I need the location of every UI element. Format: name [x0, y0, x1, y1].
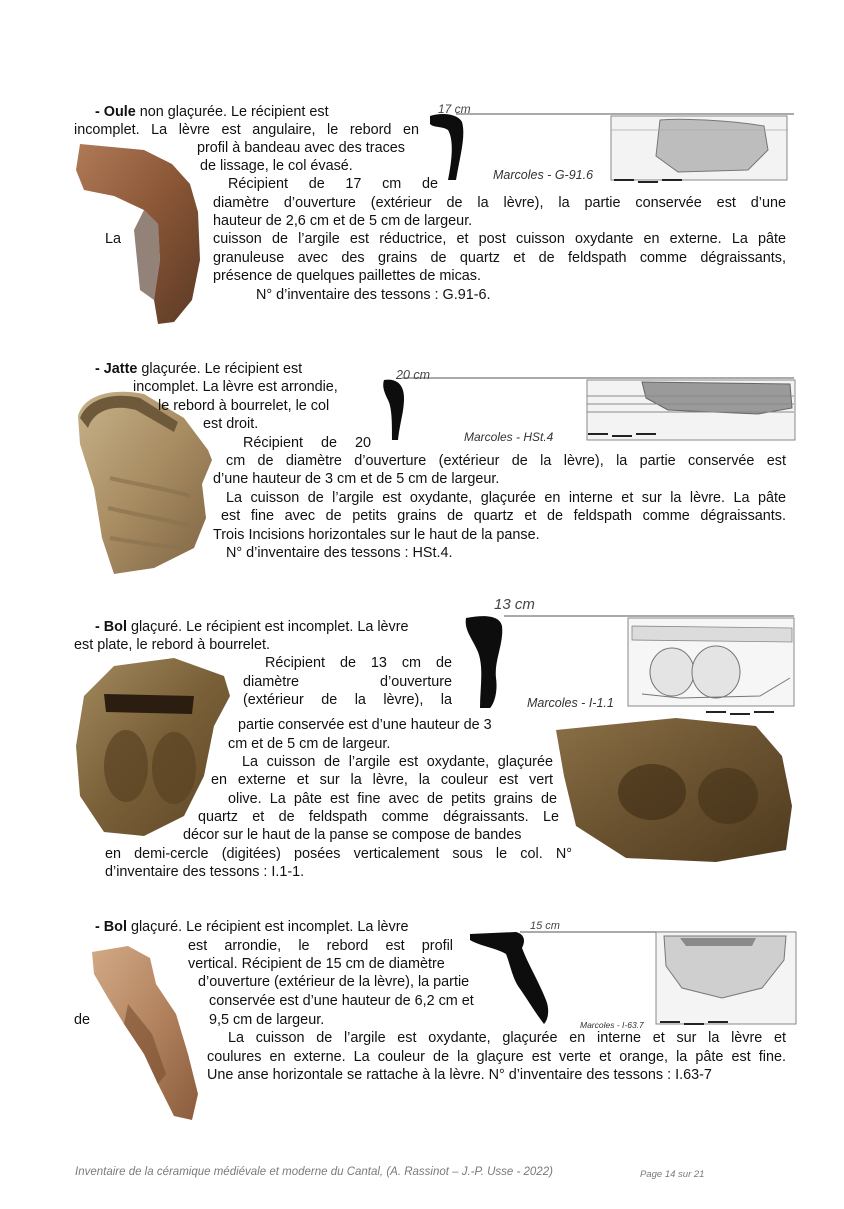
site-label: Marcoles - G-91.6	[493, 168, 594, 182]
text-line: 9,5 cm de largeur.	[209, 1012, 325, 1028]
text-line: non glaçurée. Le récipient est	[135, 104, 329, 120]
vessel-type: - Oule	[95, 104, 136, 120]
rim-profile-shape	[383, 380, 404, 440]
text-line: décor sur le haut de la panse se compose de bandes	[183, 827, 522, 843]
text-line: est fine avec de petits grains de quartz et de feldspath comme dégraissants.	[221, 508, 786, 524]
entry-heading	[95, 618, 409, 636]
site-label: Marcoles - HSt.4	[464, 430, 554, 444]
text-line: diamètre d’ouverture (extérieur de la lèvre), la partie conservée est d’une	[213, 195, 786, 211]
text-line: La cuisson de l’argile est oxydante, glaçurée	[242, 754, 553, 770]
text-line: en demi-cercle (digitées) posées verticalement sous le col. N°	[105, 846, 572, 862]
diameter-label: 17 cm	[438, 102, 471, 116]
sherd-photo-bol-1-exterior	[556, 716, 796, 864]
page-number: Page 14 sur 21	[640, 1169, 705, 1180]
text-line: présence de quelques paillettes de micas.	[213, 268, 481, 284]
inventory-number: d’inventaire des tessons : I.1-1.	[105, 864, 305, 880]
site-label: Marcoles - I-63.7	[580, 1020, 644, 1030]
text-line: coulures en externe. La couleur de la glaçure est verte et orange, la pâte est fine.	[207, 1049, 786, 1065]
text-line: partie conservée est d’une hauteur de 3	[238, 717, 492, 733]
site-label: Marcoles - I-1.1	[527, 696, 614, 710]
text-line: profil à bandeau avec des traces	[197, 140, 405, 156]
entry-heading	[95, 360, 302, 378]
profile-drawing-oule	[428, 100, 798, 190]
text-line: diamètre d’ouverture	[243, 674, 452, 690]
rim-profile-shape	[470, 932, 548, 1024]
vessel-type: - Bol	[95, 919, 127, 935]
diameter-label: 20 cm	[396, 368, 431, 382]
text-line: La cuisson de l’argile est oxydante, glaçurée en interne et sur la lèvre et	[228, 1030, 786, 1046]
text-line: conservée est d’une hauteur de 6,2 cm et	[209, 993, 474, 1009]
text-line: Une anse horizontale se rattache à la lèvre. N° d’inventaire des tessons : I.63-7	[207, 1067, 712, 1083]
vessel-type: - Jatte	[95, 361, 138, 377]
text-line: glaçuré. Le récipient est incomplet. La lèvre	[126, 619, 409, 635]
profile-drawing-bol-1	[460, 608, 800, 716]
rim-profile-shape	[430, 114, 463, 180]
text-line: glaçuré. Le récipient est incomplet. La lèvre	[126, 919, 409, 935]
diameter-label: 15 cm	[530, 920, 560, 932]
profile-drawing-bol-2	[466, 920, 800, 1030]
text-line: Trois Incisions horizontales sur le haut de la panse.	[213, 527, 540, 543]
text-line: quartz et de feldspath comme dégraissants. Le	[198, 809, 559, 825]
text-line: est plate, le rebord à bourrelet.	[74, 637, 270, 653]
text-line: (extérieur de la lèvre), la	[243, 692, 452, 708]
text-line: hauteur de 2,6 cm et de 5 cm de largeur.	[213, 213, 473, 229]
text-line: en externe et sur la lèvre, la couleur est vert	[211, 772, 553, 788]
text-line: est droit.	[203, 416, 259, 432]
text-line: d’une hauteur de 3 cm et de 5 cm de largeur.	[213, 471, 500, 487]
text-line: Récipient de 20	[243, 435, 371, 451]
text-line: Récipient de 17 cm de	[228, 176, 438, 192]
inventory-number: N° d’inventaire des tessons : G.91-6.	[256, 287, 491, 303]
text-line: cuisson de l’argile est réductrice, et post cuisson oxydante en externe. La pâte	[213, 231, 786, 247]
entry-heading	[95, 918, 409, 936]
rim-profile-shape	[466, 616, 503, 708]
text-line: le rebord à bourrelet, le col	[158, 398, 330, 414]
text-line: cm et de 5 cm de largeur.	[228, 736, 391, 752]
sherd-photo-oule	[74, 140, 204, 326]
entry-heading	[95, 103, 329, 121]
text-line: vertical. Récipient de 15 cm de diamètre	[188, 956, 445, 972]
text-line: incomplet. La lèvre est arrondie,	[133, 379, 338, 395]
text-line: incomplet. La lèvre est angulaire, le rebord en	[74, 122, 419, 138]
vessel-type: - Bol	[95, 619, 127, 635]
text-line: de	[74, 1012, 91, 1028]
text-line: La cuisson de l’argile est oxydante, glaçurée en interne et sur la lèvre. La pâte	[226, 490, 786, 506]
text-line: La	[105, 231, 122, 247]
footer-citation: Inventaire de la céramique médiévale et moderne du Cantal, (A. Rassinot – J.-P. Usse - 2022)	[75, 1166, 553, 1178]
text-line: glaçurée. Le récipient est	[137, 361, 303, 377]
text-line: est arrondie, le rebord est profil	[188, 938, 453, 954]
text-line: Récipient de 13 cm de	[265, 655, 452, 671]
inventory-number: N° d’inventaire des tessons : HSt.4.	[226, 545, 453, 561]
text-line: olive. La pâte est fine avec de petits grains de	[228, 791, 557, 807]
diameter-label: 13 cm	[494, 596, 535, 613]
sherd-photo-jatte	[74, 388, 214, 574]
text-line: cm de diamètre d’ouverture (extérieur de la lèvre), la partie conservée est	[226, 453, 786, 469]
text-line: granuleuse avec des grains de quartz et de feldspath comme dégraissants,	[213, 250, 786, 266]
text-line: de lissage, le col évasé.	[200, 158, 353, 174]
profile-drawing-jatte	[378, 372, 798, 444]
text-line: d’ouverture (extérieur de la lèvre), la partie	[198, 974, 470, 990]
sherd-photo-bol-2	[88, 944, 202, 1124]
